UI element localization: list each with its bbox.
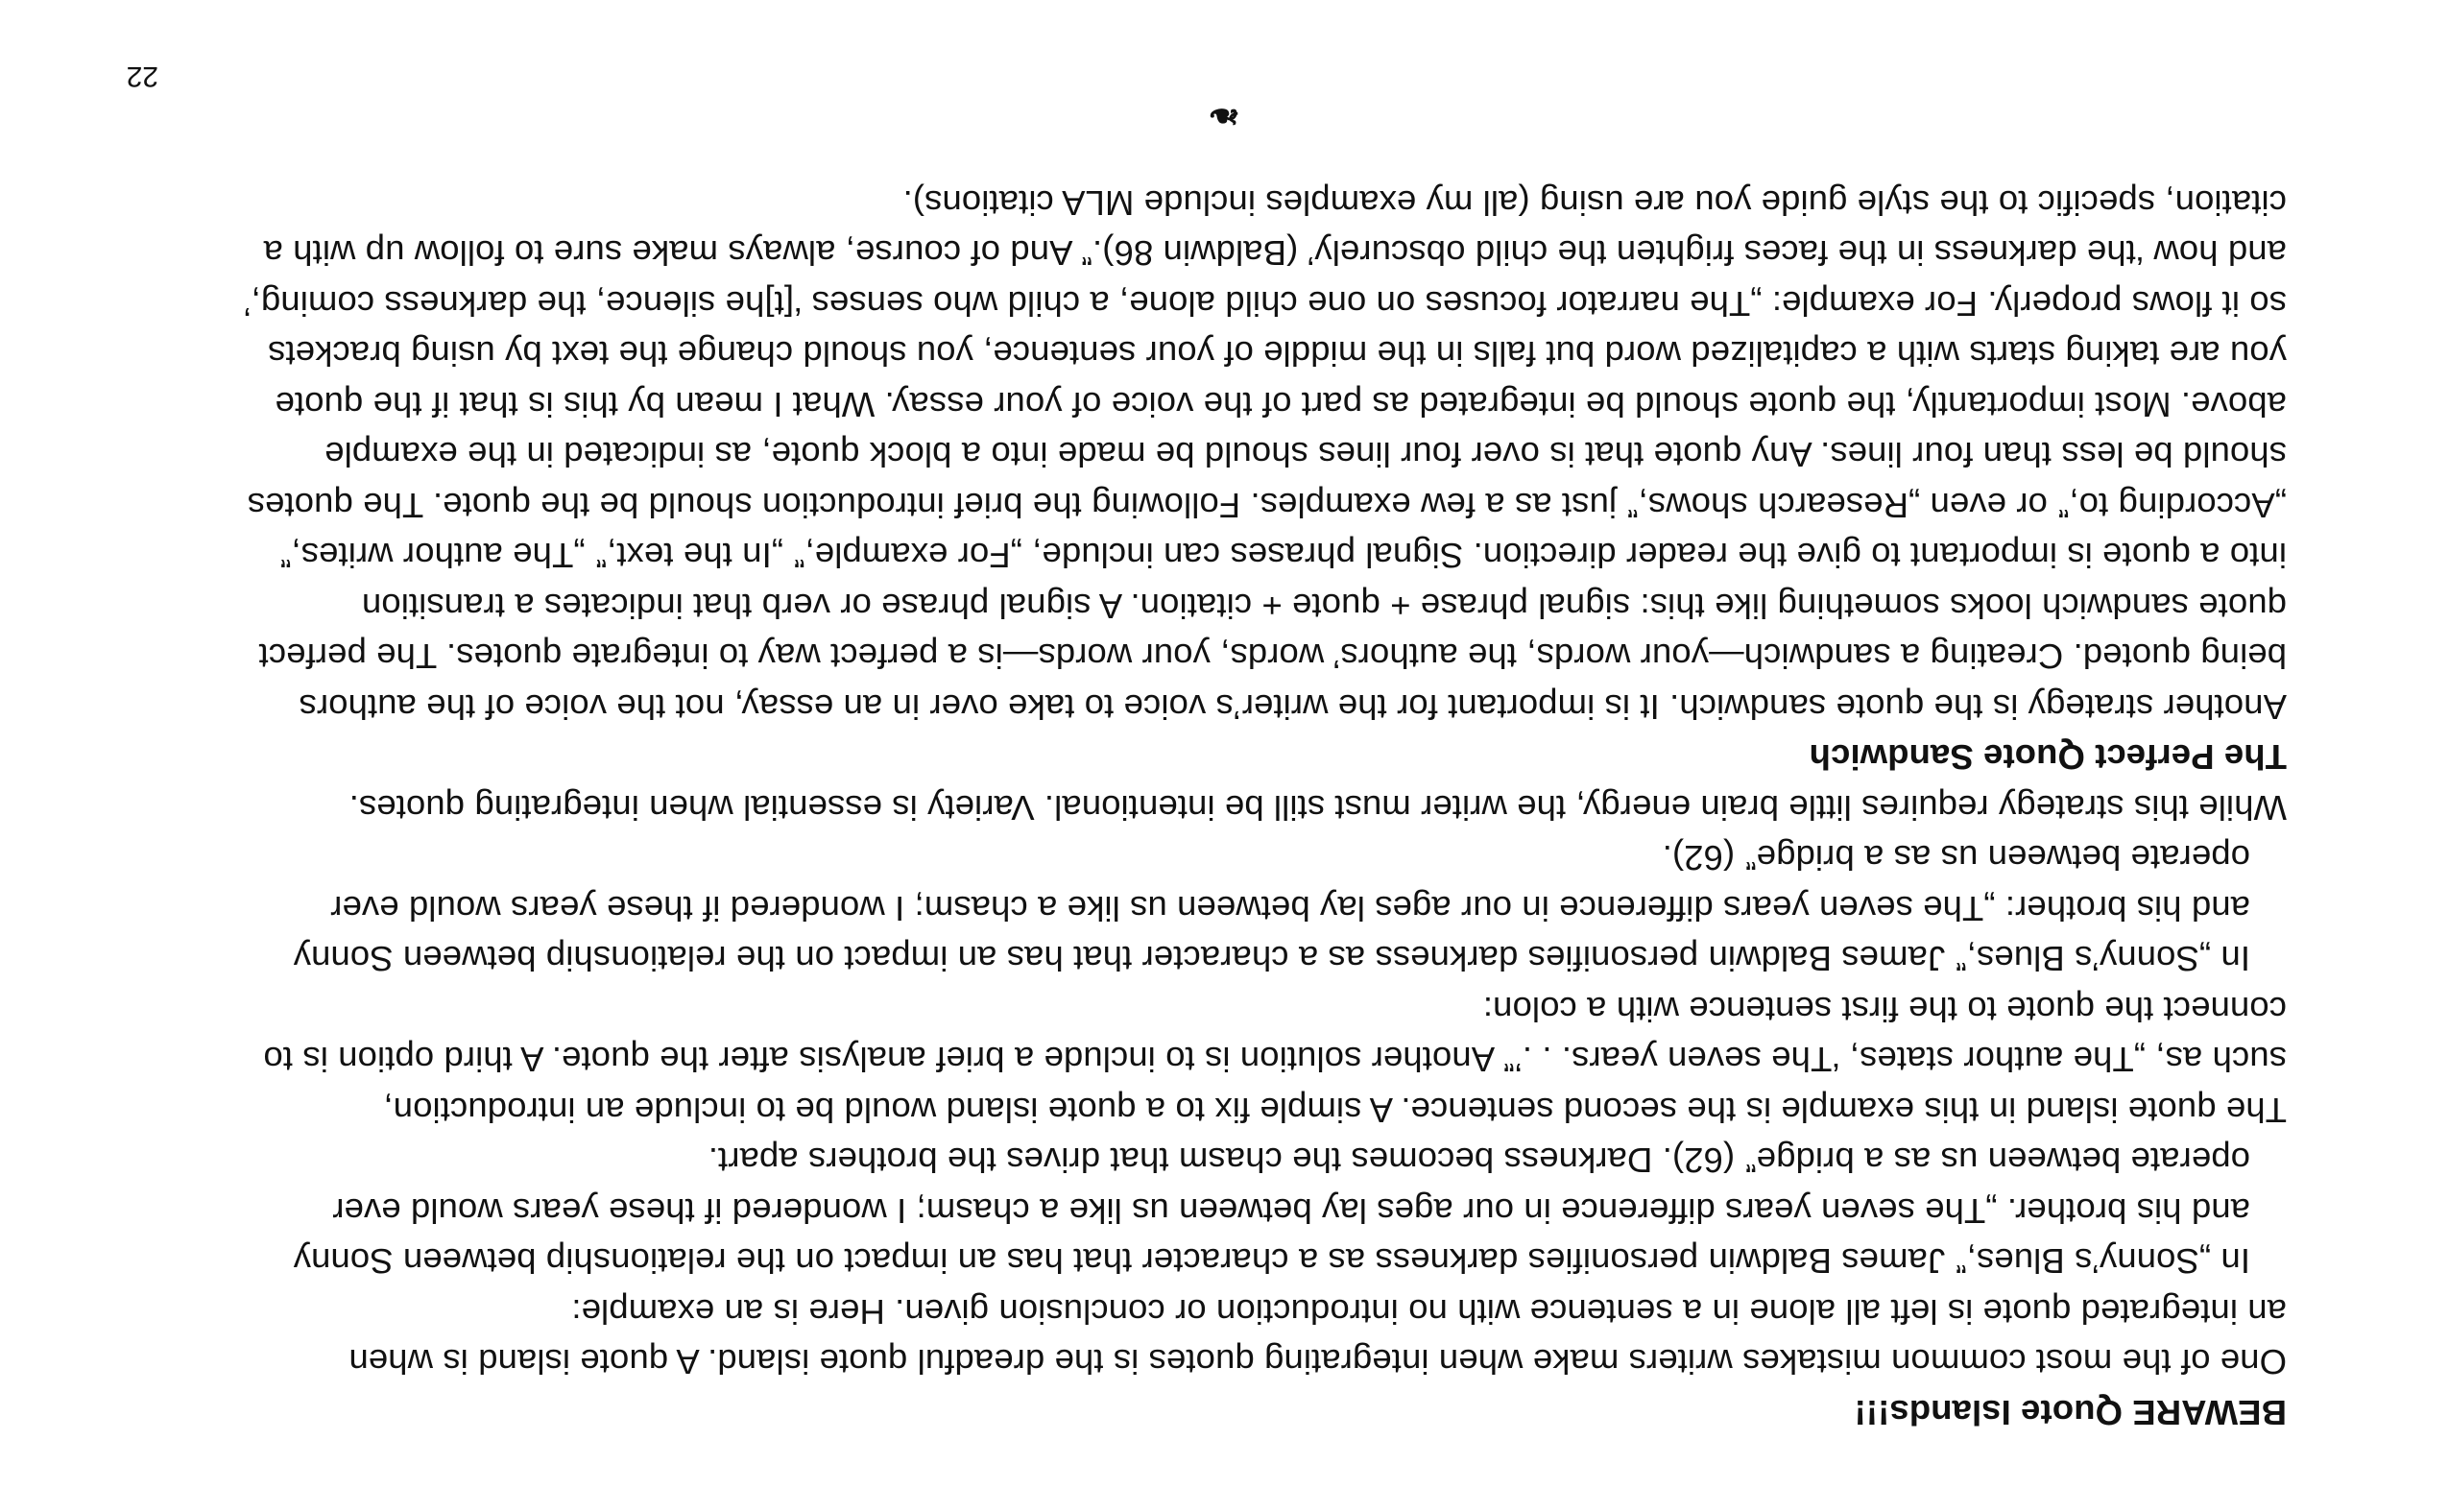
paragraph-line: should be less than four lines. Any quote that is over four lines should be made into a block quote, as indicated in the example [324,435,2287,475]
paragraph-line: above. Most importantly, the quote should be integrated as part of the voice of your essay. What I mean by this is that if the quote [275,385,2287,424]
paragraph-line: an integrated quote is left all alone in a sentence with no introduction or conclusion given. Here is an example: [571,1292,2287,1332]
block-quote-line: operate between us as a bridge‟ (62). [1662,838,2250,878]
paragraph-line: Another strategy is the quote sandwich. It is important for the writer’s voice to take over in an essay, not the voice of the authors [299,687,2287,727]
block-quote-line: and his brother. „The seven years difference in our ages lay between us like a chasm; I wondered if these years would ever [332,1191,2250,1231]
paragraph-line: One of the most common mistakes writers make when integrating quotes is the dreadful quote island. A quote island is when [348,1342,2287,1382]
page-number: 22 [126,60,158,92]
fleuron-ornament-icon: ❧ [1208,93,1240,138]
paragraph-line: and how ‘the darkness in the faces frighten the child obscurely’ (Baldwin 86).‟ And of course, always make sure to follow up with a [263,233,2287,274]
paragraph-line: The quote island in this example is the second sentence. A simple fix to a quote island would be to include an introduction, [383,1091,2287,1130]
paragraph-line: citation, specific to the style guide you are using (all my examples include MLA citations). [902,183,2287,223]
paragraph-line: into a quote is important to give the reader direction. Signal phrases can include, „For example,‟ „In the text,‟ „The author writes,‟ [279,536,2287,576]
paragraph-line: connect the quote to the first sentence with a colon: [1482,990,2287,1029]
paragraph-line: so it flows properly. For example: „The narrator focuses on one child alone, a child who senses ‘[t]he silence, the darkness coming,’ [243,284,2287,324]
page-content [108,178,2287,1438]
paragraph-line: such as, „The author states, ‘The seven years. . .’‟ Another solution is to include a brief analysis after the quote. A third option is to [263,1040,2287,1080]
section-heading: The Perfect Quote Sandwich [1809,737,2287,778]
block-quote-line: In „Sonny’s Blues,‟ James Baldwin personifies darkness as a character that has an impact on the relationship between Sonny [293,1241,2250,1282]
block-quote-line: operate between us as a bridge‟ (62). Darkness becomes the chasm that drives the brothers apart. [708,1140,2250,1181]
section-quote-sandwich [108,178,2287,782]
paragraph-line: you are taking starts with a capitalized word but falls in the middle of your sentence, you should change the text by using brackets [268,334,2287,374]
paragraph-line: being quoted. Creating a sandwich—your words, the authors’ words, your words—is a perfect way to integrate quotes. The perfect [258,636,2287,677]
section-heading: BEWARE Quote Islands!!! [1854,1393,2287,1432]
section-quote-islands [108,782,2287,1438]
block-quote-line: In „Sonny’s Blues,‟ James Baldwin personifies darkness as a character that has an impact on the relationship between Sonny [293,939,2250,979]
paragraph-line: „According to,‟ or even „Research shows,‟ just as a few examples. Following the brief introduction should be the quote. The quotes [247,486,2287,525]
paragraph-line: quote sandwich looks something like this: signal phrase + quote + citation. A signal phrase or verb that indicates a transition [361,587,2287,626]
paragraph-line: While this strategy requires little brain energy, the writer must still be intentional. Variety is essential when integrating quotes. [348,788,2287,828]
block-quote-line: and his brother: „The seven years difference in our ages lay between us like a chasm; I wondered if these years would ever [330,889,2250,928]
